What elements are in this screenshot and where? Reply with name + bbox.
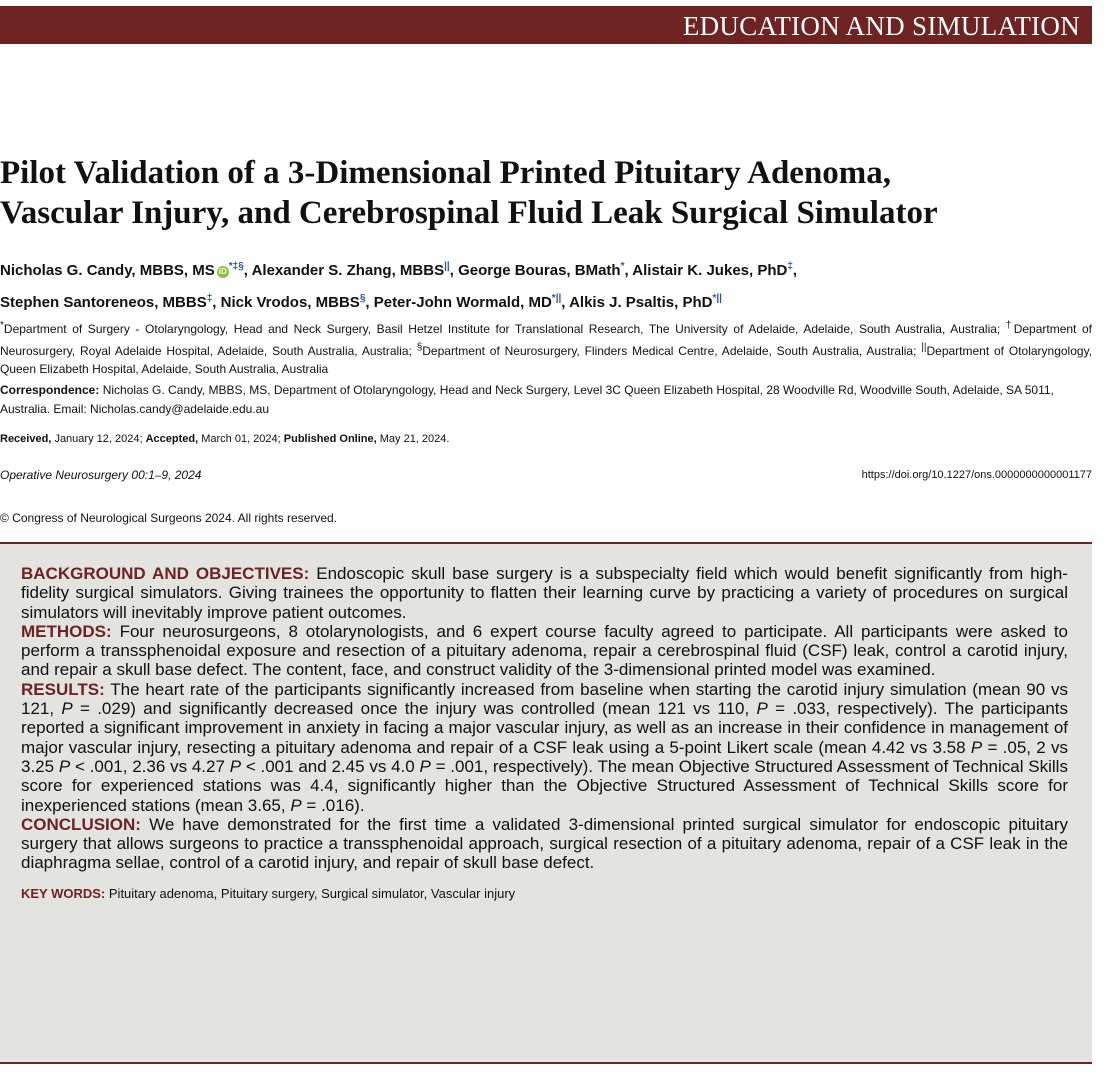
title-line-2: Vascular Injury, and Cerebrospinal Fluid Leak Surgical Simulator — [0, 195, 938, 231]
p-value-symbol: P — [58, 756, 71, 776]
author-name[interactable]: Peter-John Wormald, MD — [373, 294, 552, 311]
keywords-text: Pituitary adenoma, Pituitary surgery, Surgical simulator, Vascular injury — [108, 885, 516, 901]
affil-mark: § — [416, 341, 423, 353]
methods-heading: METHODS: — [21, 621, 112, 641]
keywords-heading: KEY WORDS: — [21, 885, 106, 901]
background-heading: BACKGROUND AND OBJECTIVES: — [21, 564, 310, 583]
p-value-symbol: P — [229, 756, 242, 776]
author-affil-marks[interactable]: * — [620, 261, 625, 272]
p-value-symbol: P — [290, 795, 302, 815]
keywords — [21, 885, 1068, 903]
author-affil-marks[interactable]: ‡ — [787, 261, 793, 272]
p-value-symbol: P — [756, 699, 768, 719]
author-affil-marks[interactable]: || — [444, 261, 450, 272]
correspondence-text[interactable]: Nicholas G. Candy, MBBS, MS, Department of Otolaryngology, Head and Neck Surgery, Level 3C Queen Elizabeth Hospital, 28 Woodville Rd, Woodville South, Adelaide, SA 5011, Australia. Email: Nicholas.candy@adelaide.edu.au — [0, 383, 1054, 416]
results-heading: RESULTS: — [21, 679, 105, 699]
author-name[interactable]: Alexander S. Zhang, MBBS — [251, 262, 445, 279]
affil-mark: || — [921, 341, 927, 353]
section-banner: EDUCATION AND SIMULATION — [0, 6, 1092, 44]
methods-text: Four neurosurgeons, 8 otolarynologists, and 6 expert course faculty agreed to participate. All participants were asked to perform a transsphenoidal exposure and resection of a pituitary adenoma, repair a cerebrospinal fluid (CSF) leak, control a carotid injury, and repair a skull base defect. The content, face, and construct validity of the 3-dimensional printed model was examined. — [21, 621, 1068, 680]
background-text: Endoscopic skull base surgery is a subspecialty field which would benefit significantly from high-fidelity surgical simulators. Giving trainees the opportunity to flatten their learning curve by practicing a variety of procedures on surgical simulators will inevitably improve patient outcomes. — [21, 564, 1068, 622]
results-text: = .029) and significantly decreased once the injury was controlled (mean 121 vs 110, — [80, 699, 750, 719]
published-label: Published Online, — [283, 433, 377, 445]
author-affil-marks[interactable]: § — [359, 293, 366, 304]
accepted-label: Accepted, — [145, 433, 199, 445]
accepted-date: March 01, 2024; — [201, 433, 281, 445]
author-affil-marks[interactable]: *|| — [712, 293, 722, 304]
doi-link[interactable]: https://doi.org/10.1227/ons.0000000000001177 — [861, 469, 1092, 481]
received-label: Received, — [0, 433, 52, 445]
author-name[interactable]: Nicholas G. Candy, MBBS, MS — [0, 262, 215, 279]
publication-dates — [0, 431, 1092, 447]
author-name[interactable]: Stephen Santoreneos, MBBS — [0, 294, 207, 311]
abstract-background — [21, 564, 1068, 622]
abstract-text — [21, 564, 1068, 873]
abstract-results — [21, 680, 1068, 815]
p-value-symbol: P — [970, 737, 983, 757]
affil-mark: * — [0, 320, 4, 331]
affiliation-text: Department of Otolaryngology, Queen Elizabeth Hospital, Adelaide, South Australia, Australia — [0, 343, 1093, 376]
abstract-methods — [21, 622, 1068, 680]
journal-citation: Operative Neurosurgery 00:1–9, 2024 — [0, 468, 202, 482]
p-value-symbol: P — [61, 699, 73, 719]
affiliation-text: Department of Neurosurgery, Flinders Medical Centre, Adelaide, South Australia, Australia; — [422, 343, 917, 358]
author-name[interactable]: Alkis J. Psaltis, PhD — [569, 294, 713, 311]
abstract-box — [0, 542, 1092, 1064]
abstract-conclusion — [21, 815, 1068, 873]
correspondence — [0, 381, 1092, 419]
author-name[interactable]: George Bouras, BMath — [458, 262, 621, 279]
received-date: January 12, 2024; — [54, 433, 143, 445]
results-text: The heart rate of the participants significantly increased from baseline when starting the carotid injury simulation (mean 90 vs 121, — [21, 679, 1068, 719]
author-affil-marks[interactable]: ‡ — [206, 293, 213, 304]
p-value-symbol: P — [419, 756, 431, 776]
author-affil-marks[interactable]: *‡§ — [228, 261, 244, 272]
affiliation-text: Department of Neurosurgery, Royal Adelaide Hospital, Adelaide, South Australia, Australia; — [0, 322, 1092, 358]
affiliation-text: Department of Surgery - Otolaryngology, Head and Neck Surgery, Basil Hetzel Institute for Translational Research, The University of Adelaide, Adelaide, South Australia, Australia; — [3, 322, 1001, 336]
conclusion-heading: CONCLUSION: — [21, 814, 141, 834]
results-text: = .016). — [306, 795, 365, 815]
affiliations — [0, 317, 1092, 379]
title-line-1: Pilot Validation of a 3-Dimensional Printed Pituitary Adenoma, — [0, 155, 892, 191]
author-name[interactable]: Alistair K. Jukes, PhD — [632, 262, 788, 279]
results-text: < .001, 2.36 vs 4.27 — [74, 756, 225, 776]
affil-mark: † — [1005, 320, 1014, 331]
results-text: = .033, respectively). The participants reported a significant improvement in anxiety in facing a major vascular injury, as well as an increase in their confidence in management of major vascular injury, resecting a pituitary adenoma and repair of a CSF leak using a 5-point Likert scale (mean 4.42 vs 3.58 — [21, 699, 1069, 757]
article-title — [0, 153, 1092, 233]
correspondence-label: Correspondence: — [0, 383, 100, 397]
orcid-icon[interactable]: iD — [218, 267, 227, 276]
results-text: < .001 and 2.45 vs 4.0 — [245, 756, 415, 776]
author-list: Nicholas G. Candy, MBBS, MS iD *‡§, Alexander S. Zhang, MBBS||, George Bouras, BMath*, Alistair K. Jukes, PhD‡, Stephen Santoreneos, MBBS‡, Nick Vrodos, MBBS§, Peter-John Wormald, MD*||, Alkis J. Psaltis, PhD*|| — [0, 261, 798, 311]
results-text: = .001, respectively). The mean Objective Structured Assessment of Technical Skills score for experienced stations was 4.4, significantly higher than the Objective Structured Assessment of Technical Skills score for inexperienced stations (mean 3.65, — [21, 756, 1068, 815]
author-affil-marks[interactable]: *|| — [551, 293, 562, 304]
copyright-notice: © Congress of Neurological Surgeons 2024. All rights reserved. — [0, 511, 338, 525]
conclusion-text: We have demonstrated for the first time a validated 3-dimensional printed surgical simulator for endoscopic pituitary surgery that allows surgeons to practice a transsphenoidal approach, surgical resection of a pituitary adenoma, repair of a CSF leak in the diaphragma sellae, control of a carotid injury, and repair of skull base defect. — [21, 814, 1068, 873]
results-text: = .05, 2 vs 3.25 — [21, 737, 1068, 776]
published-date: May 21, 2024. — [379, 433, 450, 445]
author-name[interactable]: Nick Vrodos, MBBS — [220, 294, 360, 311]
